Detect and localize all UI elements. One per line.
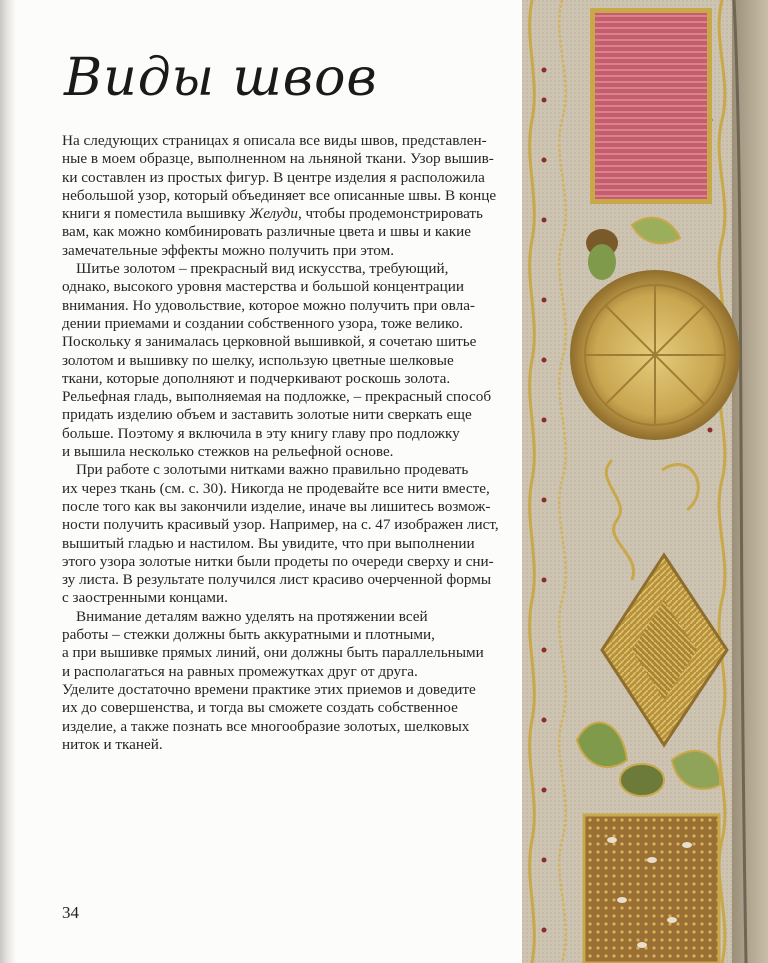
text-page	[16, 0, 522, 963]
text-line: Рельефная гладь, выполняемая на подложке, – прекрасный способ	[62, 388, 492, 406]
text-line: Поскольку я занималась церковной вышивкой, я сочетаю шитье	[62, 333, 477, 351]
text-line: а при вышивке прямых линий, они должны быть параллельными	[62, 644, 484, 662]
paragraph-1	[62, 132, 504, 260]
text-line: вышитый гладью и настилом. Вы увидите, что при выполнении	[62, 534, 475, 552]
text-line: придать изделию объем и заставить золотые нити сверкать еще	[62, 406, 472, 424]
text-line: ткани, которые дополняют и подчеркивают роскошь золота.	[62, 369, 451, 387]
page-title: Виды швов	[64, 48, 378, 108]
text-line: однако, высокого уровня мастерства и большой концентрации	[62, 278, 465, 296]
text-line: Шитье золотом – прекрасный вид искусства, требующий,	[76, 260, 449, 278]
text-line: их через ткань (см. с. 30). Никогда не продевайте все нити вместе,	[62, 479, 490, 497]
text-line: и вышила несколько стежков на рельефной основе.	[62, 443, 394, 461]
text-line: ниток и тканей.	[62, 735, 163, 753]
text-line: Внимание деталям важно уделять на протяжении всей	[76, 607, 428, 625]
text-line: ности получить красивый узор. Например, на с. 47 изображен лист,	[62, 516, 499, 534]
text-line: ки составлен из простых фигур. В центре изделия я расположила	[62, 168, 485, 186]
text-line: небольшой узор, который объединяет все описанные швы. В конце	[62, 186, 497, 204]
text-line: замечательные эффекты можно получить при этом.	[62, 241, 395, 259]
paragraph-3	[62, 461, 504, 607]
text-line: зу листа. В результате получился лист красиво очерченной формы	[62, 571, 492, 589]
text-line: дении приемами и создании собственного узора, тоже велико.	[62, 314, 464, 332]
text-line: с заостренными концами.	[62, 589, 228, 607]
body-text	[62, 132, 504, 754]
text-line: этого узора золотые нитки были продеты по очереди сверху и сни-	[62, 552, 494, 570]
embroidery-illustration	[522, 0, 768, 963]
text-line: их до совершенства, и тогда вы сможете создать собственное	[62, 699, 458, 717]
text-line: На следующих страницах я описала все виды швов, представлен-	[62, 132, 487, 149]
italic-project-name: Желуди	[249, 205, 298, 223]
text-segment: книги я поместила вышивку	[62, 205, 250, 223]
text-line: изделие, а также познать все многообразие золотых, шелковых	[62, 717, 470, 735]
text-line	[62, 205, 504, 223]
paragraph-2	[62, 260, 504, 461]
text-line: вам, как можно комбинировать различные цвета и швы и какие	[62, 223, 472, 241]
text-line: работы – стежки должны быть аккуратными и плотными,	[62, 626, 435, 644]
text-line: после того как вы закончили изделие, иначе вы лишитесь возмож-	[62, 497, 491, 515]
text-line: При работе с золотыми нитками важно правильно продевать	[76, 461, 469, 479]
text-line: золотом и вышивку по шелку, использую цветные шелковые	[62, 351, 454, 369]
text-line: и располагаться на равных промежутках друг от друга.	[62, 662, 418, 680]
text-line: внимания. Но удовольствие, которое можно получить при овла-	[62, 296, 475, 314]
text-line: больше. Поэтому я включила в эту книгу главу про подложку	[62, 424, 460, 442]
page-number: 34	[62, 903, 79, 922]
book-gutter-shadow	[0, 0, 16, 963]
text-segment: , чтобы продемонстрировать	[297, 205, 483, 223]
embroidery-photo	[522, 0, 768, 963]
text-line: Уделите достаточно времени практике этих приемов и доведите	[62, 680, 476, 698]
paragraph-4	[62, 608, 504, 754]
text-line: ные в моем образце, выполненном на льняной ткани. Узор вышив-	[62, 150, 494, 168]
